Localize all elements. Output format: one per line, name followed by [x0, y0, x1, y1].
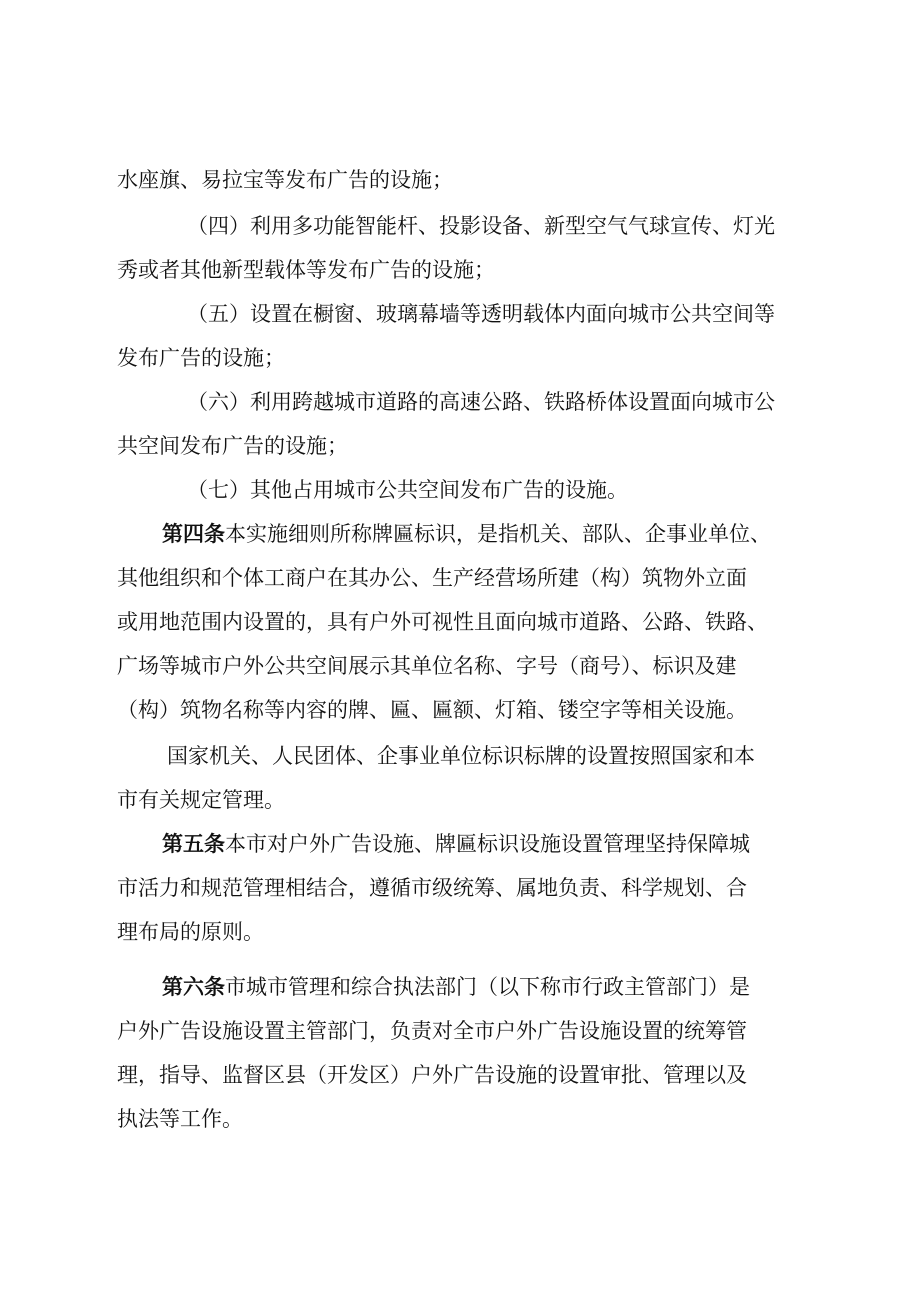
paragraph-line: 其他组织和个体工商户在其办公、生产经营场所建（构）筑物外立面	[117, 566, 747, 590]
article-4-title: 第四条	[162, 522, 225, 546]
paragraph-line: 广场等城市户外公共空间展示其单位名称、字号（商号）、标识及建	[117, 654, 737, 678]
article-4-text: 本实施细则所称牌匾标识，是指机关、部队、企事业单位、	[225, 522, 771, 546]
paragraph-line: （构）筑物名称等内容的牌、匾、匾额、灯箱、镂空字等相关设施。	[117, 698, 747, 722]
article-6-first-line	[162, 969, 750, 1005]
article-5-first-line	[162, 826, 750, 862]
paragraph-line: （五）设置在橱窗、玻璃幕墙等透明载体内面向城市公共空间等	[187, 302, 775, 326]
paragraph-line: 发布广告的设施；	[117, 346, 285, 370]
paragraph-line: 秀或者其他新型载体等发布广告的设施；	[117, 258, 495, 282]
paragraph-line: 执法等工作。	[117, 1107, 243, 1131]
paragraph-line: 共空间发布广告的设施；	[117, 434, 348, 458]
paragraph-line: 市活力和规范管理相结合，遵循市级统筹、属地负责、科学规划、合	[117, 876, 747, 900]
paragraph-line: （七）其他占用城市公共空间发布广告的设施。	[187, 478, 628, 502]
article-4-first-line	[162, 516, 771, 552]
article-6-title: 第六条	[162, 975, 225, 999]
article-5-title: 第五条	[162, 832, 225, 856]
paragraph-line: （六）利用跨越城市道路的高速公路、铁路桥体设置面向城市公	[187, 390, 775, 414]
paragraph-line: 市有关规定管理。	[117, 788, 285, 812]
paragraph-line: 户外广告设施设置主管部门，负责对全市户外广告设施设置的统筹管	[117, 1019, 747, 1043]
paragraph-line: 国家机关、人民团体、企事业单位标识标牌的设置按照国家和本	[167, 744, 755, 768]
article-5-text: 本市对户外广告设施、牌匾标识设施设置管理坚持保障城	[225, 832, 750, 856]
paragraph-line: 理布局的原则。	[117, 920, 264, 944]
article-6-text: 市城市管理和综合执法部门（以下称市行政主管部门）是	[225, 975, 750, 999]
paragraph-line: （四）利用多功能智能杆、投影设备、新型空气气球宣传、灯光	[187, 214, 775, 238]
paragraph-line: 理，指导、监督区县（开发区）户外广告设施的设置审批、管理以及	[117, 1063, 747, 1087]
paragraph-line: 或用地范围内设置的，具有户外可视性且面向城市道路、公路、铁路、	[117, 610, 768, 634]
paragraph-line: 水座旗、易拉宝等发布广告的设施；	[117, 168, 453, 192]
